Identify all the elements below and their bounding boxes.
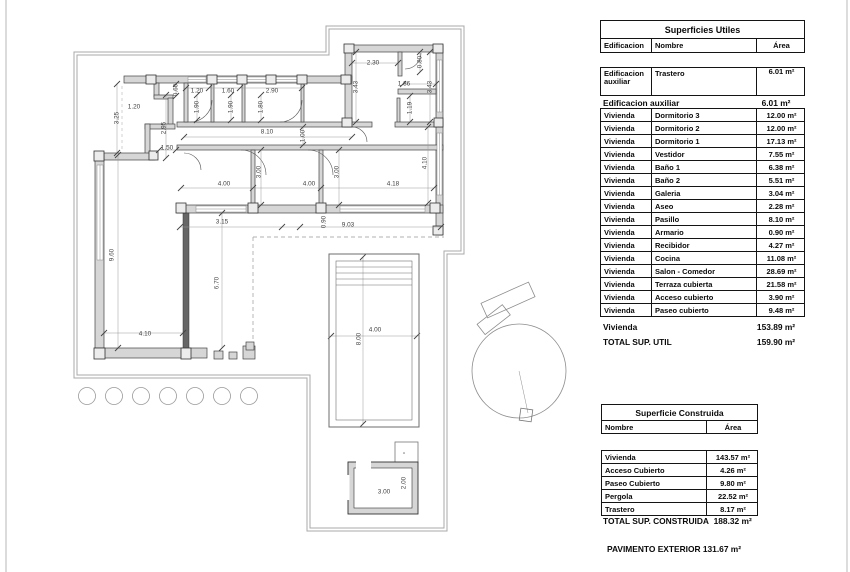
dimension-label: 1.86	[397, 80, 411, 88]
swimming-pool	[329, 254, 419, 427]
table-cell: Vivienda	[604, 149, 635, 159]
table-row	[600, 238, 805, 252]
dimension-label: 4.10	[421, 156, 429, 170]
dimension-label: 4.10	[138, 330, 152, 338]
summary-value: 153.89 m²	[756, 321, 796, 332]
table-cell: Dormitorio 3	[651, 109, 756, 121]
dimension-label: 8.00	[355, 332, 363, 346]
dimension-label: 1.50	[160, 144, 174, 152]
table-cell: 21.58 m²	[756, 278, 806, 290]
table-cell: Paseo Cubierto	[605, 478, 661, 488]
col-header: Área	[756, 39, 806, 52]
table-cell: 2.28 m²	[756, 200, 806, 212]
table-cell: 143.57 m²	[706, 451, 759, 463]
dimension-label: 1.90	[193, 100, 201, 114]
table-cell: 4.27 m²	[756, 239, 806, 251]
dimension-label: 1.60	[221, 87, 235, 95]
table-cell: 5.51 m²	[756, 174, 806, 186]
table-cell: 17.13 m²	[756, 135, 806, 147]
summary-label: TOTAL SUP. UTIL	[603, 337, 672, 347]
table-cell: Terraza cubierta	[651, 278, 756, 290]
table-row	[600, 251, 805, 265]
storage-building	[348, 442, 418, 514]
table-cell: Cocina	[651, 252, 756, 264]
table-cell: Pergola	[605, 491, 633, 501]
parasol-group	[472, 282, 566, 422]
dimension-label: 6.70	[213, 276, 221, 290]
table-cell: Trastero	[651, 68, 756, 95]
table-cell: 11.08 m²	[756, 252, 806, 264]
table-row	[600, 121, 805, 135]
table-row	[601, 450, 758, 464]
dimension-label: 8.10	[260, 128, 274, 136]
table-cell: Edificacion auxiliar	[604, 69, 645, 86]
dimension-label: 1.80	[257, 100, 265, 114]
table-row	[601, 489, 758, 503]
table-cell: Vivienda	[604, 110, 635, 120]
table-row	[601, 502, 758, 516]
table-cell: Dormitorio 1	[651, 135, 756, 147]
dimension-label: 0.90	[320, 215, 328, 229]
table-cell: 12.00 m²	[756, 122, 806, 134]
dimension-label: 2.95	[160, 121, 168, 135]
table-row	[600, 147, 805, 161]
table-cell: 3.90 m²	[756, 291, 806, 303]
summary-label: Vivienda	[603, 321, 638, 332]
total-construida-row	[603, 516, 752, 526]
table-row	[600, 303, 805, 317]
table-cell: Dormitorio 2	[651, 122, 756, 134]
table-cell: Vivienda	[604, 175, 635, 185]
summary-label: Edificacion auxiliar	[603, 97, 680, 108]
summary-value: 188.32 m²	[713, 516, 752, 526]
dimension-label: 3.43	[426, 80, 434, 94]
table-cell: 0.90 m²	[756, 226, 806, 238]
porch-inner-wall	[183, 213, 189, 358]
table-cell: Vivienda	[604, 162, 635, 172]
aux-row	[600, 67, 805, 96]
dimension-label: 4.00	[217, 180, 231, 188]
table-cell: 28.69 m²	[756, 265, 806, 277]
table-row	[601, 463, 758, 477]
dimension-label: 2.30	[366, 59, 380, 67]
dimension-label: 1.20	[190, 87, 204, 95]
dimension-label: 4.00	[368, 326, 382, 334]
dimension-label: 2.90	[265, 87, 279, 95]
table-cell: Trastero	[605, 504, 635, 514]
table-cell: 4.26 m²	[706, 464, 759, 476]
pavimento-exterior-line: PAVIMENTO EXTERIOR 131.67 m²	[607, 544, 742, 554]
table-cell: Vestidor	[651, 148, 756, 160]
total-sup-util-row	[600, 334, 805, 350]
summary-value: 159.90 m²	[756, 337, 796, 347]
table-cell: 3.04 m²	[756, 187, 806, 199]
col-header: Área	[706, 421, 759, 433]
dimension-label: 1.20	[127, 103, 141, 111]
table-cell: Vivienda	[604, 136, 635, 146]
table-cell: Pasillo	[651, 213, 756, 225]
table-cell: Vivienda	[604, 266, 635, 276]
table-cell: 8.10 m²	[756, 213, 806, 225]
table-row	[600, 225, 805, 239]
table-row	[600, 290, 805, 304]
table-cell: 8.17 m²	[706, 503, 759, 515]
table-cell: Baño 1	[651, 161, 756, 173]
table-cell: 6.01 m²	[756, 68, 806, 95]
dimension-label: 0.80	[416, 55, 424, 69]
table-row	[600, 277, 805, 291]
table-cell: 6.38 m²	[756, 161, 806, 173]
superficies-utiles-table	[600, 20, 805, 350]
table-row	[600, 160, 805, 174]
dimension-lines	[104, 52, 441, 509]
dimension-label: 3.00	[377, 488, 391, 496]
pergola-pillars	[214, 342, 255, 359]
dimension-label: 1.00	[299, 129, 307, 143]
dimension-label: 3.00	[255, 165, 263, 179]
table-cell: Vivienda	[604, 214, 635, 224]
aux-total-row	[600, 96, 805, 109]
table-row	[600, 199, 805, 213]
table-title: Superficie Construida	[601, 404, 758, 421]
table-cell: Vivienda	[604, 240, 635, 250]
table-cell: Aseo	[651, 200, 756, 212]
table-cell: 12.00 m²	[756, 109, 806, 121]
table-cell: 7.55 m²	[756, 148, 806, 160]
col-header: Edificacion	[604, 41, 645, 50]
table-cell: Vivienda	[604, 227, 635, 237]
dimension-ticks	[101, 49, 444, 512]
table-column-headers	[601, 420, 758, 434]
dimension-label: 3.43	[352, 80, 360, 94]
dimension-label: 3.25	[113, 111, 121, 125]
dimension-label: 9.03	[341, 221, 355, 229]
table-cell: 9.80 m²	[706, 477, 759, 489]
dimension-label: 0.60	[172, 83, 180, 97]
table-cell: Acceso cubierto	[651, 291, 756, 303]
table-cell: Vivienda	[604, 188, 635, 198]
dimension-label: 3.00	[333, 165, 341, 179]
table-row	[600, 134, 805, 148]
dimension-label: 4.00	[302, 180, 316, 188]
table-cell: Acceso Cubierto	[605, 465, 665, 475]
table-row	[600, 212, 805, 226]
table-row	[600, 264, 805, 278]
table-row	[600, 108, 805, 122]
table-cell: Salon - Comedor	[651, 265, 756, 277]
table-cell: Vivienda	[604, 292, 635, 302]
summary-label: TOTAL SUP. CONSTRUIDA	[603, 516, 709, 526]
dimension-label: 1.90	[227, 100, 235, 114]
vivienda-total-row	[600, 317, 805, 334]
dimension-labels	[109, 55, 434, 495]
summary-value: 6.01 m²	[761, 97, 791, 108]
col-header: Nombre	[605, 422, 634, 432]
dimension-label: 3.15	[215, 218, 229, 226]
table-cell: 22.52 m²	[706, 490, 759, 502]
table-column-headers	[600, 38, 805, 53]
table-row	[600, 186, 805, 200]
table-cell: Vivienda	[605, 452, 636, 462]
trees-row	[79, 388, 258, 405]
table-body	[601, 450, 758, 516]
table-cell: Baño 2	[651, 174, 756, 186]
table-cell: Vivienda	[604, 279, 635, 289]
table-cell: Galeria	[651, 187, 756, 199]
table-cell: Vivienda	[604, 123, 635, 133]
dimension-label: 4.18	[386, 180, 400, 188]
table-cell: Vivienda	[604, 253, 635, 263]
dimension-label: 9.60	[108, 248, 116, 262]
table-cell: 9.48 m²	[756, 304, 806, 316]
table-cell: Vivienda	[604, 201, 635, 211]
table-cell: Paseo cubierto	[651, 304, 756, 316]
table-cell: Recibidor	[651, 239, 756, 251]
superficie-construida-table	[601, 404, 758, 516]
table-row	[600, 173, 805, 187]
table-cell: Armario	[651, 226, 756, 238]
col-header: Nombre	[651, 39, 756, 52]
dimension-label: 2.00	[400, 476, 408, 490]
table-title: Superficies Utiles	[600, 20, 805, 39]
table-row	[601, 476, 758, 490]
table-body	[600, 108, 805, 317]
table-cell: Vivienda	[604, 305, 635, 315]
dimension-label: 1.19	[406, 101, 414, 115]
